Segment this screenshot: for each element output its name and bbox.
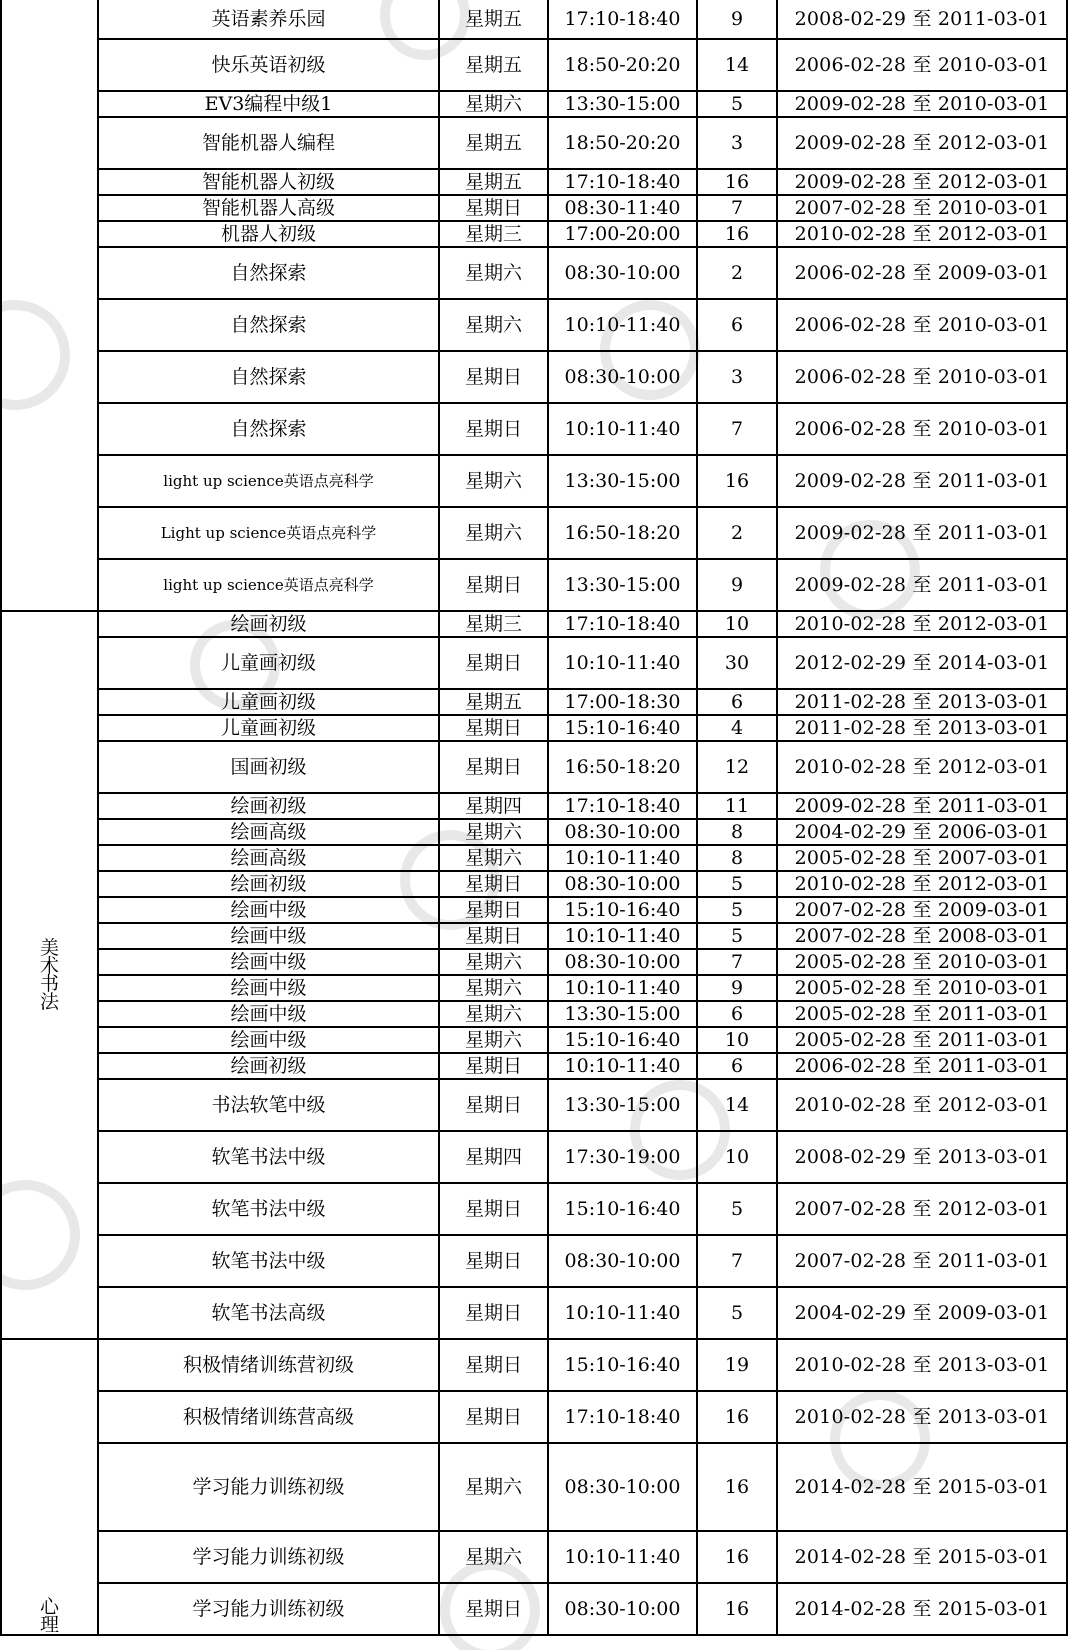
count-cell: 16 <box>697 169 777 195</box>
course-name-cell: 智能机器人编程 <box>98 117 439 169</box>
time-cell: 10:10-11:40 <box>548 403 697 455</box>
table-row <box>1 637 1067 689</box>
course-name-cell: 绘画初级 <box>98 793 439 819</box>
date-range-cell: 2005-02-28 至 2010-03-01 <box>777 975 1067 1001</box>
table-row <box>1 1053 1067 1079</box>
weekday-cell: 星期日 <box>439 923 548 949</box>
schedule-table-body <box>1 0 1067 1635</box>
table-row <box>1 715 1067 741</box>
table-row <box>1 0 1067 39</box>
date-range-cell: 2007-02-28 至 2009-03-01 <box>777 897 1067 923</box>
count-cell: 5 <box>697 871 777 897</box>
weekday-cell: 星期五 <box>439 0 548 39</box>
table-row <box>1 845 1067 871</box>
count-cell: 9 <box>697 0 777 39</box>
weekday-cell: 星期日 <box>439 871 548 897</box>
course-name-cell: light up science英语点亮科学 <box>98 455 439 507</box>
course-name-cell: 绘画高级 <box>98 819 439 845</box>
date-range-cell: 2009-02-28 至 2011-03-01 <box>777 559 1067 611</box>
weekday-cell: 星期四 <box>439 793 548 819</box>
count-cell: 14 <box>697 1079 777 1131</box>
table-row <box>1 1079 1067 1131</box>
course-name-cell: 积极情绪训练营高级 <box>98 1391 439 1443</box>
count-cell: 5 <box>697 923 777 949</box>
table-row <box>1 1001 1067 1027</box>
count-cell: 11 <box>697 793 777 819</box>
count-cell: 6 <box>697 1001 777 1027</box>
time-cell: 17:10-18:40 <box>548 0 697 39</box>
count-cell: 10 <box>697 611 777 637</box>
date-range-cell: 2006-02-28 至 2010-03-01 <box>777 299 1067 351</box>
course-name-cell: 软笔书法高级 <box>98 1287 439 1339</box>
count-cell: 16 <box>697 1583 777 1635</box>
weekday-cell: 星期日 <box>439 1235 548 1287</box>
weekday-cell: 星期四 <box>439 1131 548 1183</box>
table-row <box>1 611 1067 637</box>
table-row <box>1 1131 1067 1183</box>
category-cell <box>1 611 98 1339</box>
time-cell: 17:10-18:40 <box>548 793 697 819</box>
course-name-cell: 绘画初级 <box>98 611 439 637</box>
course-name-cell: Light up science英语点亮科学 <box>98 507 439 559</box>
table-row <box>1 1339 1067 1391</box>
course-name-cell: 儿童画初级 <box>98 715 439 741</box>
table-row <box>1 1391 1067 1443</box>
table-row <box>1 871 1067 897</box>
table-row <box>1 299 1067 351</box>
weekday-cell: 星期日 <box>439 403 548 455</box>
count-cell: 4 <box>697 715 777 741</box>
weekday-cell: 星期六 <box>439 1027 548 1053</box>
table-row <box>1 1183 1067 1235</box>
table-row <box>1 1235 1067 1287</box>
time-cell: 08:30-11:40 <box>548 195 697 221</box>
weekday-cell: 星期日 <box>439 715 548 741</box>
weekday-cell: 星期五 <box>439 117 548 169</box>
time-cell: 10:10-11:40 <box>548 299 697 351</box>
weekday-cell: 星期日 <box>439 1053 548 1079</box>
time-cell: 13:30-15:00 <box>548 91 697 117</box>
table-row <box>1 559 1067 611</box>
weekday-cell: 星期日 <box>439 351 548 403</box>
count-cell: 6 <box>697 1053 777 1079</box>
weekday-cell: 星期日 <box>439 559 548 611</box>
weekday-cell: 星期五 <box>439 689 548 715</box>
weekday-cell: 星期六 <box>439 975 548 1001</box>
count-cell: 8 <box>697 819 777 845</box>
weekday-cell: 星期日 <box>439 1583 548 1635</box>
count-cell: 2 <box>697 507 777 559</box>
category-label: 美术书法 <box>39 937 59 1013</box>
count-cell: 16 <box>697 221 777 247</box>
date-range-cell: 2006-02-28 至 2010-03-01 <box>777 39 1067 91</box>
time-cell: 16:50-18:20 <box>548 741 697 793</box>
count-cell: 6 <box>697 689 777 715</box>
course-name-cell: 儿童画初级 <box>98 637 439 689</box>
date-range-cell: 2014-02-28 至 2015-03-01 <box>777 1531 1067 1583</box>
date-range-cell: 2007-02-28 至 2012-03-01 <box>777 1183 1067 1235</box>
date-range-cell: 2009-02-28 至 2012-03-01 <box>777 169 1067 195</box>
weekday-cell: 星期六 <box>439 819 548 845</box>
weekday-cell: 星期日 <box>439 1079 548 1131</box>
time-cell: 15:10-16:40 <box>548 715 697 741</box>
course-name-cell: 绘画中级 <box>98 975 439 1001</box>
course-name-cell: 自然探索 <box>98 247 439 299</box>
count-cell: 16 <box>697 1531 777 1583</box>
time-cell: 18:50-20:20 <box>548 117 697 169</box>
table-row <box>1 975 1067 1001</box>
weekday-cell: 星期六 <box>439 1443 548 1531</box>
time-cell: 17:30-19:00 <box>548 1131 697 1183</box>
count-cell: 7 <box>697 195 777 221</box>
course-name-cell: 绘画中级 <box>98 1027 439 1053</box>
course-name-cell: 软笔书法中级 <box>98 1235 439 1287</box>
time-cell: 10:10-11:40 <box>548 975 697 1001</box>
table-row <box>1 91 1067 117</box>
time-cell: 15:10-16:40 <box>548 1027 697 1053</box>
count-cell: 2 <box>697 247 777 299</box>
count-cell: 5 <box>697 897 777 923</box>
date-range-cell: 2009-02-28 至 2011-03-01 <box>777 507 1067 559</box>
weekday-cell: 星期日 <box>439 637 548 689</box>
course-name-cell: 学习能力训练初级 <box>98 1443 439 1531</box>
course-name-cell: 绘画中级 <box>98 897 439 923</box>
table-row <box>1 351 1067 403</box>
time-cell: 10:10-11:40 <box>548 923 697 949</box>
course-name-cell: 智能机器人高级 <box>98 195 439 221</box>
date-range-cell: 2014-02-28 至 2015-03-01 <box>777 1443 1067 1531</box>
time-cell: 13:30-15:00 <box>548 1001 697 1027</box>
course-name-cell: 积极情绪训练营初级 <box>98 1339 439 1391</box>
time-cell: 13:30-15:00 <box>548 1079 697 1131</box>
category-cell <box>1 1339 98 1635</box>
time-cell: 08:30-10:00 <box>548 247 697 299</box>
time-cell: 08:30-10:00 <box>548 1583 697 1635</box>
count-cell: 10 <box>697 1131 777 1183</box>
time-cell: 13:30-15:00 <box>548 455 697 507</box>
weekday-cell: 星期日 <box>439 897 548 923</box>
date-range-cell: 2008-02-29 至 2011-03-01 <box>777 0 1067 39</box>
count-cell: 3 <box>697 351 777 403</box>
table-row <box>1 1531 1067 1583</box>
time-cell: 10:10-11:40 <box>548 637 697 689</box>
weekday-cell: 星期六 <box>439 1531 548 1583</box>
table-row <box>1 1287 1067 1339</box>
table-row <box>1 507 1067 559</box>
date-range-cell: 2009-02-28 至 2012-03-01 <box>777 117 1067 169</box>
date-range-cell: 2007-02-28 至 2010-03-01 <box>777 195 1067 221</box>
time-cell: 10:10-11:40 <box>548 845 697 871</box>
time-cell: 15:10-16:40 <box>548 897 697 923</box>
course-name-cell: 学习能力训练初级 <box>98 1531 439 1583</box>
weekday-cell: 星期六 <box>439 845 548 871</box>
course-name-cell: 自然探索 <box>98 403 439 455</box>
date-range-cell: 2009-02-28 至 2010-03-01 <box>777 91 1067 117</box>
time-cell: 17:10-18:40 <box>548 169 697 195</box>
course-name-cell: 智能机器人初级 <box>98 169 439 195</box>
weekday-cell: 星期六 <box>439 455 548 507</box>
table-row <box>1 221 1067 247</box>
weekday-cell: 星期六 <box>439 949 548 975</box>
weekday-cell: 星期六 <box>439 507 548 559</box>
course-name-cell: 绘画高级 <box>98 845 439 871</box>
table-row <box>1 741 1067 793</box>
course-name-cell: EV3编程中级1 <box>98 91 439 117</box>
course-name-cell: 学习能力训练初级 <box>98 1583 439 1635</box>
time-cell: 17:10-18:40 <box>548 1391 697 1443</box>
category-cell <box>1 0 98 611</box>
time-cell: 08:30-10:00 <box>548 871 697 897</box>
count-cell: 9 <box>697 975 777 1001</box>
table-row <box>1 117 1067 169</box>
count-cell: 8 <box>697 845 777 871</box>
date-range-cell: 2009-02-28 至 2011-03-01 <box>777 455 1067 507</box>
count-cell: 6 <box>697 299 777 351</box>
count-cell: 10 <box>697 1027 777 1053</box>
date-range-cell: 2006-02-28 至 2011-03-01 <box>777 1053 1067 1079</box>
date-range-cell: 2004-02-29 至 2006-03-01 <box>777 819 1067 845</box>
time-cell: 10:10-11:40 <box>548 1053 697 1079</box>
course-name-cell: 国画初级 <box>98 741 439 793</box>
course-name-cell: 书法软笔中级 <box>98 1079 439 1131</box>
course-name-cell: 绘画初级 <box>98 1053 439 1079</box>
table-row <box>1 1583 1067 1635</box>
table-row <box>1 1027 1067 1053</box>
weekday-cell: 星期六 <box>439 1001 548 1027</box>
count-cell: 16 <box>697 1391 777 1443</box>
course-name-cell: 绘画中级 <box>98 1001 439 1027</box>
date-range-cell: 2006-02-28 至 2010-03-01 <box>777 403 1067 455</box>
count-cell: 14 <box>697 39 777 91</box>
table-row <box>1 949 1067 975</box>
count-cell: 9 <box>697 559 777 611</box>
date-range-cell: 2010-02-28 至 2012-03-01 <box>777 741 1067 793</box>
date-range-cell: 2010-02-28 至 2012-03-01 <box>777 221 1067 247</box>
weekday-cell: 星期日 <box>439 195 548 221</box>
time-cell: 10:10-11:40 <box>548 1287 697 1339</box>
course-name-cell: 绘画中级 <box>98 923 439 949</box>
time-cell: 15:10-16:40 <box>548 1183 697 1235</box>
course-name-cell: 软笔书法中级 <box>98 1183 439 1235</box>
table-row <box>1 169 1067 195</box>
time-cell: 08:30-10:00 <box>548 1235 697 1287</box>
course-name-cell: 儿童画初级 <box>98 689 439 715</box>
course-name-cell: 绘画中级 <box>98 949 439 975</box>
date-range-cell: 2007-02-28 至 2008-03-01 <box>777 923 1067 949</box>
count-cell: 12 <box>697 741 777 793</box>
table-row <box>1 923 1067 949</box>
table-row <box>1 247 1067 299</box>
time-cell: 08:30-10:00 <box>548 819 697 845</box>
time-cell: 08:30-10:00 <box>548 351 697 403</box>
date-range-cell: 2005-02-28 至 2007-03-01 <box>777 845 1067 871</box>
weekday-cell: 星期五 <box>439 169 548 195</box>
date-range-cell: 2011-02-28 至 2013-03-01 <box>777 715 1067 741</box>
course-name-cell: light up science英语点亮科学 <box>98 559 439 611</box>
table-row <box>1 793 1067 819</box>
date-range-cell: 2007-02-28 至 2011-03-01 <box>777 1235 1067 1287</box>
weekday-cell: 星期日 <box>439 1339 548 1391</box>
date-range-cell: 2010-02-28 至 2013-03-01 <box>777 1391 1067 1443</box>
weekday-cell: 星期五 <box>439 39 548 91</box>
count-cell: 5 <box>697 1287 777 1339</box>
table-row <box>1 897 1067 923</box>
weekday-cell: 星期日 <box>439 741 548 793</box>
table-row <box>1 1443 1067 1531</box>
weekday-cell: 星期六 <box>439 91 548 117</box>
weekday-cell: 星期日 <box>439 1287 548 1339</box>
date-range-cell: 2010-02-28 至 2012-03-01 <box>777 871 1067 897</box>
date-range-cell: 2005-02-28 至 2011-03-01 <box>777 1001 1067 1027</box>
table-row <box>1 689 1067 715</box>
time-cell: 17:00-20:00 <box>548 221 697 247</box>
course-name-cell: 机器人初级 <box>98 221 439 247</box>
time-cell: 15:10-16:40 <box>548 1339 697 1391</box>
time-cell: 18:50-20:20 <box>548 39 697 91</box>
count-cell: 7 <box>697 403 777 455</box>
time-cell: 17:00-18:30 <box>548 689 697 715</box>
course-name-cell: 软笔书法中级 <box>98 1131 439 1183</box>
course-name-cell: 自然探索 <box>98 299 439 351</box>
date-range-cell: 2005-02-28 至 2011-03-01 <box>777 1027 1067 1053</box>
date-range-cell: 2006-02-28 至 2010-03-01 <box>777 351 1067 403</box>
time-cell: 17:10-18:40 <box>548 611 697 637</box>
count-cell: 30 <box>697 637 777 689</box>
time-cell: 10:10-11:40 <box>548 1531 697 1583</box>
course-name-cell: 英语素养乐园 <box>98 0 439 39</box>
course-name-cell: 绘画初级 <box>98 871 439 897</box>
count-cell: 7 <box>697 949 777 975</box>
table-row <box>1 195 1067 221</box>
weekday-cell: 星期三 <box>439 221 548 247</box>
time-cell: 16:50-18:20 <box>548 507 697 559</box>
count-cell: 5 <box>697 1183 777 1235</box>
date-range-cell: 2010-02-28 至 2012-03-01 <box>777 1079 1067 1131</box>
date-range-cell: 2004-02-29 至 2009-03-01 <box>777 1287 1067 1339</box>
weekday-cell: 星期日 <box>439 1391 548 1443</box>
date-range-cell: 2008-02-29 至 2013-03-01 <box>777 1131 1067 1183</box>
date-range-cell: 2014-02-28 至 2015-03-01 <box>777 1583 1067 1635</box>
weekday-cell: 星期日 <box>439 1183 548 1235</box>
date-range-cell: 2009-02-28 至 2011-03-01 <box>777 793 1067 819</box>
table-row <box>1 403 1067 455</box>
date-range-cell: 2005-02-28 至 2010-03-01 <box>777 949 1067 975</box>
course-name-cell: 快乐英语初级 <box>98 39 439 91</box>
date-range-cell: 2006-02-28 至 2009-03-01 <box>777 247 1067 299</box>
count-cell: 5 <box>697 91 777 117</box>
time-cell: 08:30-10:00 <box>548 949 697 975</box>
count-cell: 3 <box>697 117 777 169</box>
table-row <box>1 455 1067 507</box>
course-name-cell: 自然探索 <box>98 351 439 403</box>
time-cell: 08:30-10:00 <box>548 1443 697 1531</box>
date-range-cell: 2010-02-28 至 2013-03-01 <box>777 1339 1067 1391</box>
time-cell: 13:30-15:00 <box>548 559 697 611</box>
table-row <box>1 819 1067 845</box>
table-row <box>1 39 1067 91</box>
date-range-cell: 2012-02-29 至 2014-03-01 <box>777 637 1067 689</box>
category-label: 心理 <box>39 1596 59 1635</box>
count-cell: 19 <box>697 1339 777 1391</box>
weekday-cell: 星期六 <box>439 299 548 351</box>
count-cell: 16 <box>697 1443 777 1531</box>
weekday-cell: 星期六 <box>439 247 548 299</box>
date-range-cell: 2010-02-28 至 2012-03-01 <box>777 611 1067 637</box>
weekday-cell: 星期三 <box>439 611 548 637</box>
count-cell: 7 <box>697 1235 777 1287</box>
date-range-cell: 2011-02-28 至 2013-03-01 <box>777 689 1067 715</box>
count-cell: 16 <box>697 455 777 507</box>
